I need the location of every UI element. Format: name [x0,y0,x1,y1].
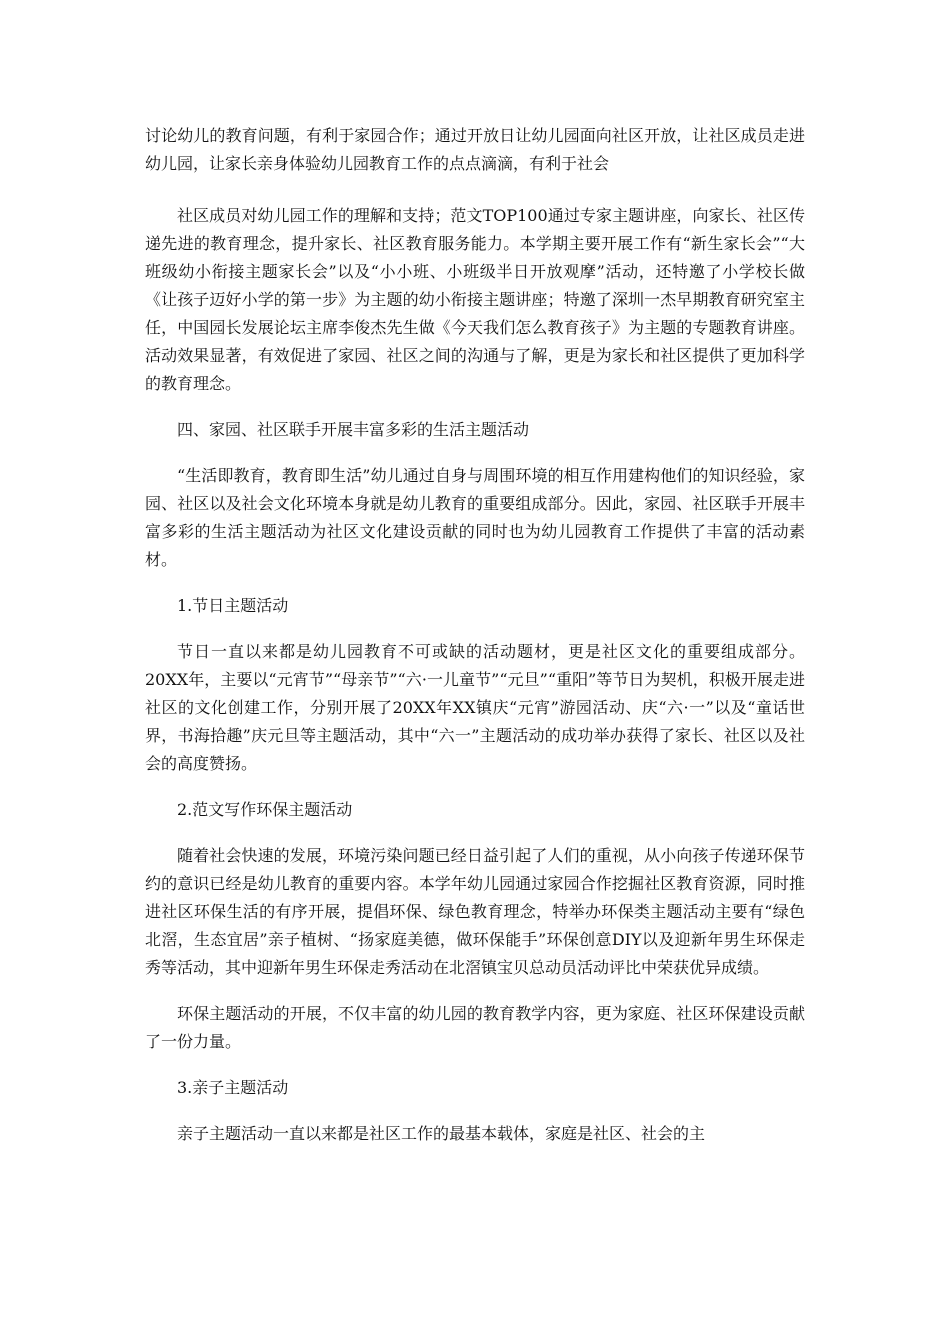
paragraph-life-education: “生活即教育，教育即生活”幼儿通过自身与周围环境的相互作用建构他们的知识经验，家园、社区以及社会文化环境本身就是幼儿教育的重要组成部分。因此，家园、社区联手开展丰富多彩的生活主题活动为社区文化建设贡献的同时也为幼儿园教育工作提供了丰富的活动素材。 [145,466,805,569]
paragraph-continued: 讨论幼儿的教育问题，有利于家园合作；通过开放日让幼儿园面向社区开放，让社区成员走进幼儿园，让家长亲身体验幼儿园教育工作的点点滴滴，有利于社会 [145,126,805,173]
paragraph-environmental-summary: 环保主题活动的开展，不仅丰富的幼儿园的教育教学内容，更为家庭、社区环保建设贡献了一份力量。 [145,1004,805,1051]
document-page [145,122,805,1148]
paragraph-parent-child-activities: 亲子主题活动一直以来都是社区工作的最基本载体，家庭是社区、社会的主 [177,1124,706,1143]
subheading-parent-child-activities: 3.亲子主题活动 [177,1078,289,1097]
paragraph-festival-activities: 节日一直以来都是幼儿园教育不可或缺的活动题材，更是社区文化的重要组成部分。20XX年，主要以“元宵节”“母亲节”“六·一儿童节”“元旦”“重阳”等节日为契机，积极开展走进社区的文化创建工作，分别开展了20XX年XX镇庆“元宵”游园活动、庆“六·一”以及“童话世界，书海拾趣”庆元旦等主题活动，其中“六一”主题活动的成功举办获得了家长、社区以及社会的高度赞扬。 [145,642,805,773]
subheading-environmental-activities: 2.范文写作环保主题活动 [177,800,353,819]
paragraph-expert-lectures: 社区成员对幼儿园工作的理解和支持；范文TOP100通过专家主题讲座，向家长、社区传递先进的教育理念，提升家长、社区教育服务能力。本学期主要开展工作有“新生家长会”“大班级幼小衔接主题家长会”以及“小小班、小班级半日开放观摩”活动，还特邀了小学校长做《让孩子迈好小学的第一步》为主题的幼小衔接主题讲座；特邀了深圳一杰早期教育研究室主任，中国园长发展论坛主席李俊杰先生做《今天我们怎么教育孩子》为主题的专题教育讲座。活动效果显著，有效促进了家园、社区之间的沟通与了解，更是为家长和社区提供了更加科学的教育理念。 [145,206,805,393]
paragraph-environmental-activities: 随着社会快速的发展，环境污染问题已经日益引起了人们的重视，从小向孩子传递环保节约的意识已经是幼儿教育的重要内容。本学年幼儿园通过家园合作挖掘社区教育资源，同时推进社区环保生活的有序开展，提倡环保、绿色教育理念，特举办环保类主题活动主要有“绿色北滘，生态宜居”亲子植树、“扬家庭美德，做环保能手”环保创意DIY以及迎新年男生环保走秀等活动，其中迎新年男生环保走秀活动在北滘镇宝贝总动员活动评比中荣获优异成绩。 [145,846,805,977]
section-heading-four: 四、家园、社区联手开展丰富多彩的生活主题活动 [177,420,530,439]
subheading-festival-activities: 1.节日主题活动 [177,596,289,615]
